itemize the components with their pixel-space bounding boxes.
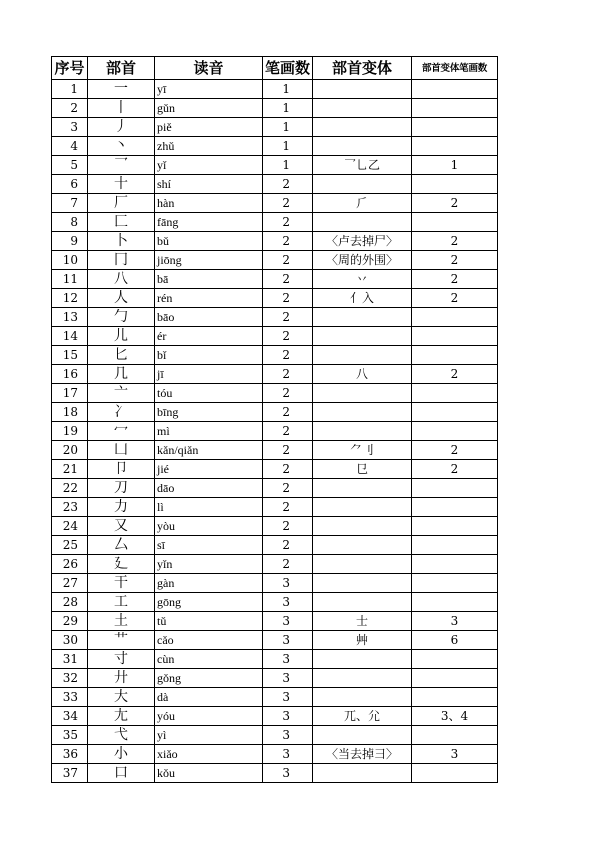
variant-cell: ⺈刂 <box>313 441 412 460</box>
radical-cell: 冂 <box>88 251 155 270</box>
radical-cell: 大 <box>88 688 155 707</box>
row-index: 29 <box>52 612 88 631</box>
radical-cell: 刀 <box>88 479 155 498</box>
table-row <box>52 688 498 707</box>
variant-cell <box>313 175 412 194</box>
stroke-count-cell: 3 <box>263 707 313 726</box>
row-index: 33 <box>52 688 88 707</box>
radical-table <box>51 56 498 783</box>
stroke-count-cell: 2 <box>263 289 313 308</box>
stroke-count-cell: 1 <box>263 137 313 156</box>
variant-stroke-count-cell: 2 <box>412 365 498 384</box>
radical-cell: 寸 <box>88 650 155 669</box>
pinyin-cell: fāng <box>155 213 263 232</box>
row-index: 26 <box>52 555 88 574</box>
stroke-count-cell: 1 <box>263 156 313 175</box>
table-row <box>52 403 498 422</box>
stroke-count-cell: 2 <box>263 555 313 574</box>
row-index: 3 <box>52 118 88 137</box>
radical-cell: 勹 <box>88 308 155 327</box>
table-row <box>52 346 498 365</box>
table-row <box>52 270 498 289</box>
row-index: 28 <box>52 593 88 612</box>
table-row <box>52 194 498 213</box>
variant-stroke-count-cell <box>412 137 498 156</box>
variant-cell: 乛乚乙 <box>313 156 412 175</box>
pinyin-cell: ér <box>155 327 263 346</box>
table-row <box>52 517 498 536</box>
variant-stroke-count-cell <box>412 555 498 574</box>
variant-stroke-count-cell: 1 <box>412 156 498 175</box>
pinyin-cell: jiōng <box>155 251 263 270</box>
variant-stroke-count-cell: 3、4 <box>412 707 498 726</box>
row-index: 8 <box>52 213 88 232</box>
row-index: 9 <box>52 232 88 251</box>
stroke-count-cell: 2 <box>263 498 313 517</box>
radical-cell: 土 <box>88 612 155 631</box>
stroke-count-cell: 3 <box>263 688 313 707</box>
variant-stroke-count-cell <box>412 213 498 232</box>
variant-stroke-count-cell: 2 <box>412 441 498 460</box>
variant-cell <box>313 726 412 745</box>
pinyin-cell: yǐn <box>155 555 263 574</box>
header-index: 序号 <box>52 57 88 80</box>
row-index: 4 <box>52 137 88 156</box>
row-index: 13 <box>52 308 88 327</box>
variant-stroke-count-cell <box>412 498 498 517</box>
radical-cell: 厶 <box>88 536 155 555</box>
stroke-count-cell: 2 <box>263 441 313 460</box>
variant-cell <box>313 118 412 137</box>
variant-cell <box>313 213 412 232</box>
stroke-count-cell: 3 <box>263 726 313 745</box>
radical-cell: 廴 <box>88 555 155 574</box>
pinyin-cell: kǒu <box>155 764 263 783</box>
stroke-count-cell: 2 <box>263 536 313 555</box>
stroke-count-cell: 2 <box>263 460 313 479</box>
pinyin-cell: gǒng <box>155 669 263 688</box>
radical-cell: 匕 <box>88 346 155 365</box>
radical-cell: 一 <box>88 80 155 99</box>
pinyin-cell: xiǎo <box>155 745 263 764</box>
table-row <box>52 365 498 384</box>
table-row <box>52 232 498 251</box>
table-row <box>52 707 498 726</box>
pinyin-cell: yòu <box>155 517 263 536</box>
stroke-count-cell: 2 <box>263 232 313 251</box>
row-index: 16 <box>52 365 88 384</box>
row-index: 17 <box>52 384 88 403</box>
radical-cell: 干 <box>88 574 155 593</box>
table-row <box>52 327 498 346</box>
row-index: 27 <box>52 574 88 593</box>
variant-stroke-count-cell <box>412 118 498 137</box>
variant-stroke-count-cell: 2 <box>412 460 498 479</box>
stroke-count-cell: 2 <box>263 270 313 289</box>
variant-stroke-count-cell: 2 <box>412 232 498 251</box>
variant-stroke-count-cell <box>412 308 498 327</box>
row-index: 2 <box>52 99 88 118</box>
variant-cell: ⺁ <box>313 194 412 213</box>
stroke-count-cell: 2 <box>263 213 313 232</box>
stroke-count-cell: 1 <box>263 80 313 99</box>
variant-cell <box>313 574 412 593</box>
variant-cell <box>313 479 412 498</box>
stroke-count-cell: 2 <box>263 403 313 422</box>
pinyin-cell: bīng <box>155 403 263 422</box>
variant-stroke-count-cell <box>412 517 498 536</box>
variant-stroke-count-cell <box>412 593 498 612</box>
stroke-count-cell: 2 <box>263 251 313 270</box>
pinyin-cell: yī <box>155 80 263 99</box>
variant-stroke-count-cell <box>412 726 498 745</box>
radical-cell: 十 <box>88 175 155 194</box>
stroke-count-cell: 3 <box>263 650 313 669</box>
stroke-count-cell: 2 <box>263 327 313 346</box>
radical-cell: 亠 <box>88 384 155 403</box>
pinyin-cell: yì <box>155 726 263 745</box>
variant-cell <box>313 555 412 574</box>
radical-cell: 艹 <box>88 631 155 650</box>
table-row <box>52 631 498 650</box>
pinyin-cell: tǔ <box>155 612 263 631</box>
table-row <box>52 764 498 783</box>
variant-stroke-count-cell <box>412 175 498 194</box>
pinyin-cell: tóu <box>155 384 263 403</box>
pinyin-cell: lì <box>155 498 263 517</box>
radical-cell: 冫 <box>88 403 155 422</box>
row-index: 10 <box>52 251 88 270</box>
stroke-count-cell: 2 <box>263 384 313 403</box>
stroke-count-cell: 1 <box>263 99 313 118</box>
variant-cell <box>313 517 412 536</box>
pinyin-cell: yǐ <box>155 156 263 175</box>
variant-stroke-count-cell <box>412 536 498 555</box>
table-row <box>52 745 498 764</box>
row-index: 24 <box>52 517 88 536</box>
variant-cell <box>313 403 412 422</box>
table-row <box>52 308 498 327</box>
radical-cell: 几 <box>88 365 155 384</box>
row-index: 31 <box>52 650 88 669</box>
table-row <box>52 593 498 612</box>
table-row <box>52 251 498 270</box>
row-index: 35 <box>52 726 88 745</box>
variant-stroke-count-cell: 2 <box>412 194 498 213</box>
stroke-count-cell: 1 <box>263 118 313 137</box>
pinyin-cell: piě <box>155 118 263 137</box>
pinyin-cell: jī <box>155 365 263 384</box>
row-index: 30 <box>52 631 88 650</box>
table-row <box>52 118 498 137</box>
variant-cell <box>313 650 412 669</box>
variant-cell <box>313 384 412 403</box>
variant-stroke-count-cell <box>412 669 498 688</box>
row-index: 20 <box>52 441 88 460</box>
radical-cell: 小 <box>88 745 155 764</box>
radical-cell: 冖 <box>88 422 155 441</box>
variant-cell <box>313 669 412 688</box>
row-index: 32 <box>52 669 88 688</box>
variant-cell <box>313 327 412 346</box>
table-row <box>52 574 498 593</box>
pinyin-cell: gǔn <box>155 99 263 118</box>
pinyin-cell: cùn <box>155 650 263 669</box>
pinyin-cell: dāo <box>155 479 263 498</box>
radical-cell: 人 <box>88 289 155 308</box>
variant-stroke-count-cell: 2 <box>412 270 498 289</box>
variant-stroke-count-cell <box>412 384 498 403</box>
stroke-count-cell: 3 <box>263 612 313 631</box>
row-index: 18 <box>52 403 88 422</box>
radical-cell: 丶 <box>88 137 155 156</box>
table-row <box>52 460 498 479</box>
table-row <box>52 441 498 460</box>
row-index: 23 <box>52 498 88 517</box>
table-row <box>52 536 498 555</box>
variant-cell <box>313 346 412 365</box>
stroke-count-cell: 2 <box>263 479 313 498</box>
row-index: 1 <box>52 80 88 99</box>
row-index: 5 <box>52 156 88 175</box>
variant-stroke-count-cell: 2 <box>412 251 498 270</box>
stroke-count-cell: 3 <box>263 764 313 783</box>
pinyin-cell: mì <box>155 422 263 441</box>
row-index: 25 <box>52 536 88 555</box>
variant-cell <box>313 99 412 118</box>
pinyin-cell: yóu <box>155 707 263 726</box>
variant-stroke-count-cell <box>412 403 498 422</box>
pinyin-cell: bǔ <box>155 232 263 251</box>
variant-cell: 〈周的外围〉 <box>313 251 412 270</box>
variant-cell <box>313 137 412 156</box>
pinyin-cell: gàn <box>155 574 263 593</box>
header-row <box>52 57 498 80</box>
table-row <box>52 99 498 118</box>
stroke-count-cell: 3 <box>263 574 313 593</box>
stroke-count-cell: 2 <box>263 365 313 384</box>
row-index: 7 <box>52 194 88 213</box>
variant-stroke-count-cell: 2 <box>412 289 498 308</box>
variant-cell: 兀、尣 <box>313 707 412 726</box>
variant-cell: 丷 <box>313 270 412 289</box>
variant-stroke-count-cell <box>412 80 498 99</box>
radical-cell: 工 <box>88 593 155 612</box>
radical-cell: 八 <box>88 270 155 289</box>
radical-cell: 乛 <box>88 156 155 175</box>
radical-cell: 又 <box>88 517 155 536</box>
variant-cell <box>313 536 412 555</box>
radical-cell: 廾 <box>88 669 155 688</box>
variant-cell <box>313 498 412 517</box>
table-row <box>52 289 498 308</box>
header-radical: 部首 <box>88 57 155 80</box>
variant-cell <box>313 422 412 441</box>
table-row <box>52 137 498 156</box>
stroke-count-cell: 3 <box>263 669 313 688</box>
pinyin-cell: jié <box>155 460 263 479</box>
row-index: 22 <box>52 479 88 498</box>
stroke-count-cell: 2 <box>263 194 313 213</box>
variant-cell <box>313 688 412 707</box>
variant-cell: 士 <box>313 612 412 631</box>
table-row <box>52 213 498 232</box>
pinyin-cell: gōng <box>155 593 263 612</box>
variant-cell: 八 <box>313 365 412 384</box>
stroke-count-cell: 2 <box>263 308 313 327</box>
stroke-count-cell: 2 <box>263 346 313 365</box>
variant-cell <box>313 593 412 612</box>
pinyin-cell: cǎo <box>155 631 263 650</box>
variant-stroke-count-cell <box>412 327 498 346</box>
pinyin-cell: sī <box>155 536 263 555</box>
variant-stroke-count-cell <box>412 574 498 593</box>
variant-cell: 〈当去掉彐〉 <box>313 745 412 764</box>
row-index: 11 <box>52 270 88 289</box>
row-index: 15 <box>52 346 88 365</box>
stroke-count-cell: 2 <box>263 517 313 536</box>
table-row <box>52 479 498 498</box>
radical-cell: 尢 <box>88 707 155 726</box>
variant-stroke-count-cell: 3 <box>412 745 498 764</box>
variant-cell: 亻入 <box>313 289 412 308</box>
row-index: 21 <box>52 460 88 479</box>
pinyin-cell: rén <box>155 289 263 308</box>
variant-cell <box>313 764 412 783</box>
table-row <box>52 669 498 688</box>
row-index: 36 <box>52 745 88 764</box>
variant-stroke-count-cell: 6 <box>412 631 498 650</box>
radical-cell: 卩 <box>88 460 155 479</box>
variant-cell: 〈卢去掉尸〉 <box>313 232 412 251</box>
radical-cell: 口 <box>88 764 155 783</box>
variant-stroke-count-cell <box>412 688 498 707</box>
row-index: 12 <box>52 289 88 308</box>
radical-cell: 凵 <box>88 441 155 460</box>
pinyin-cell: zhǔ <box>155 137 263 156</box>
table-row <box>52 650 498 669</box>
variant-cell: 艸 <box>313 631 412 650</box>
variant-cell <box>313 308 412 327</box>
variant-stroke-count-cell <box>412 346 498 365</box>
variant-cell: 㔾 <box>313 460 412 479</box>
stroke-count-cell: 2 <box>263 175 313 194</box>
header-variant-stroke-count: 部首变体笔画数 <box>412 57 498 80</box>
pinyin-cell: shí <box>155 175 263 194</box>
radical-cell: 厂 <box>88 194 155 213</box>
table-row <box>52 175 498 194</box>
stroke-count-cell: 3 <box>263 631 313 650</box>
table-row <box>52 726 498 745</box>
variant-stroke-count-cell <box>412 99 498 118</box>
pinyin-cell: dà <box>155 688 263 707</box>
stroke-count-cell: 3 <box>263 745 313 764</box>
row-index: 6 <box>52 175 88 194</box>
pinyin-cell: bā <box>155 270 263 289</box>
row-index: 14 <box>52 327 88 346</box>
header-stroke-count: 笔画数 <box>263 57 313 80</box>
pinyin-cell: bāo <box>155 308 263 327</box>
header-pinyin: 读音 <box>155 57 263 80</box>
radical-cell: 丨 <box>88 99 155 118</box>
table-row <box>52 612 498 631</box>
variant-stroke-count-cell <box>412 422 498 441</box>
variant-stroke-count-cell <box>412 479 498 498</box>
row-index: 19 <box>52 422 88 441</box>
radical-cell: 力 <box>88 498 155 517</box>
radical-cell: 卜 <box>88 232 155 251</box>
row-index: 37 <box>52 764 88 783</box>
table-row <box>52 555 498 574</box>
variant-stroke-count-cell: 3 <box>412 612 498 631</box>
radical-cell: 儿 <box>88 327 155 346</box>
pinyin-cell: hàn <box>155 194 263 213</box>
stroke-count-cell: 3 <box>263 593 313 612</box>
table-row <box>52 156 498 175</box>
radical-cell: 丿 <box>88 118 155 137</box>
variant-stroke-count-cell <box>412 650 498 669</box>
table-row <box>52 422 498 441</box>
radical-cell: 弋 <box>88 726 155 745</box>
radical-cell: 匚 <box>88 213 155 232</box>
pinyin-cell: bǐ <box>155 346 263 365</box>
row-index: 34 <box>52 707 88 726</box>
table-row <box>52 498 498 517</box>
table-row <box>52 384 498 403</box>
variant-stroke-count-cell <box>412 764 498 783</box>
pinyin-cell: kǎn/qiǎn <box>155 441 263 460</box>
header-variant: 部首变体 <box>313 57 412 80</box>
stroke-count-cell: 2 <box>263 422 313 441</box>
variant-cell <box>313 80 412 99</box>
table-row <box>52 80 498 99</box>
